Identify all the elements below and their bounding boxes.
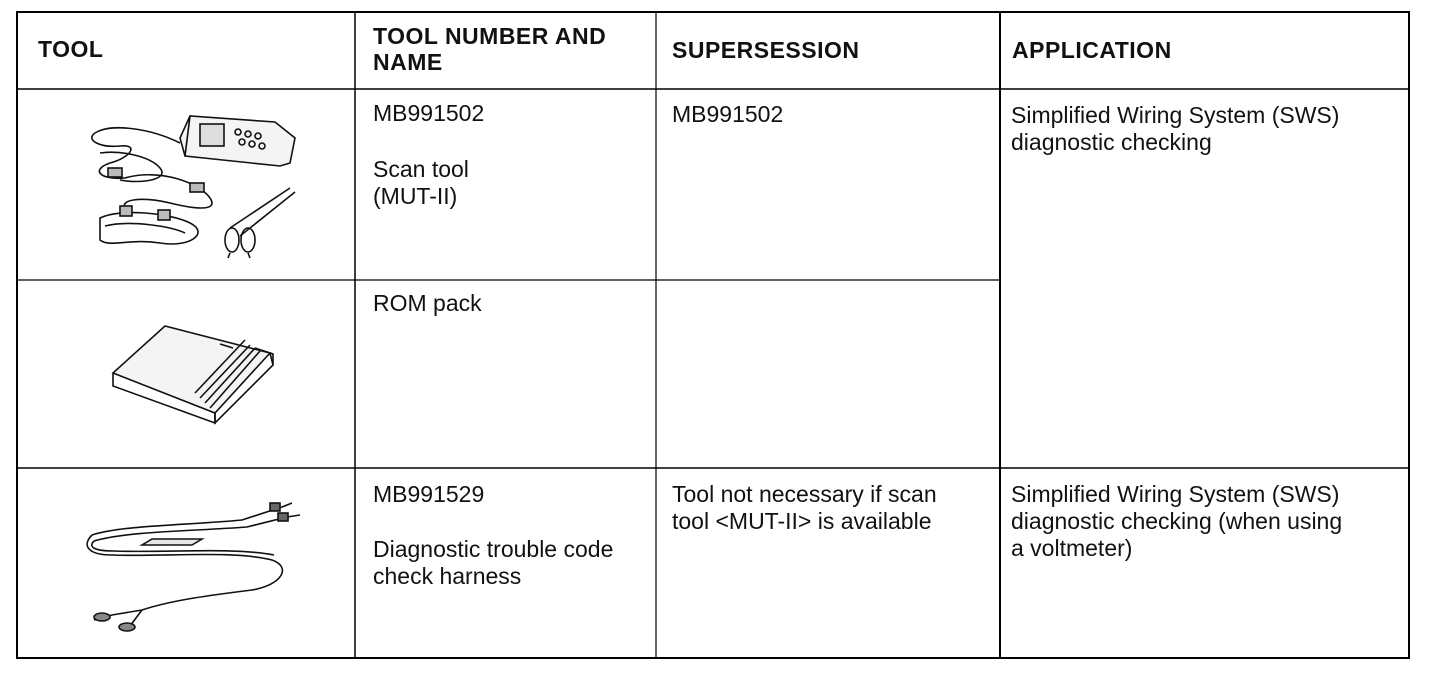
- tool-name: Diagnostic trouble code check harness: [373, 536, 614, 589]
- header-supersession: SUPERSESSION: [672, 37, 860, 63]
- tool-number: MB991529: [373, 481, 485, 507]
- supersession: Tool not necessary if scan tool <MUT-II> is available: [672, 481, 937, 534]
- application: Simplified Wiring System (SWS) diagnostic checking: [1011, 102, 1340, 155]
- header-application: APPLICATION: [1012, 37, 1172, 63]
- rom-pack-icon: [105, 318, 285, 428]
- tool-name: Scan tool (MUT-II): [373, 156, 469, 209]
- header-tool-number-and-name: TOOL NUMBER AND NAME: [373, 23, 607, 75]
- supersession: MB991502: [672, 101, 784, 127]
- check-harness-cable-icon: [82, 495, 307, 635]
- tool-name: ROM pack: [373, 290, 482, 316]
- tool-number: MB991502: [373, 100, 485, 126]
- application: Simplified Wiring System (SWS) diagnostic checking (when using a voltmeter): [1011, 481, 1343, 561]
- scan-tool-mut-ii-kit-icon: [80, 108, 305, 263]
- header-tool: TOOL: [38, 36, 104, 62]
